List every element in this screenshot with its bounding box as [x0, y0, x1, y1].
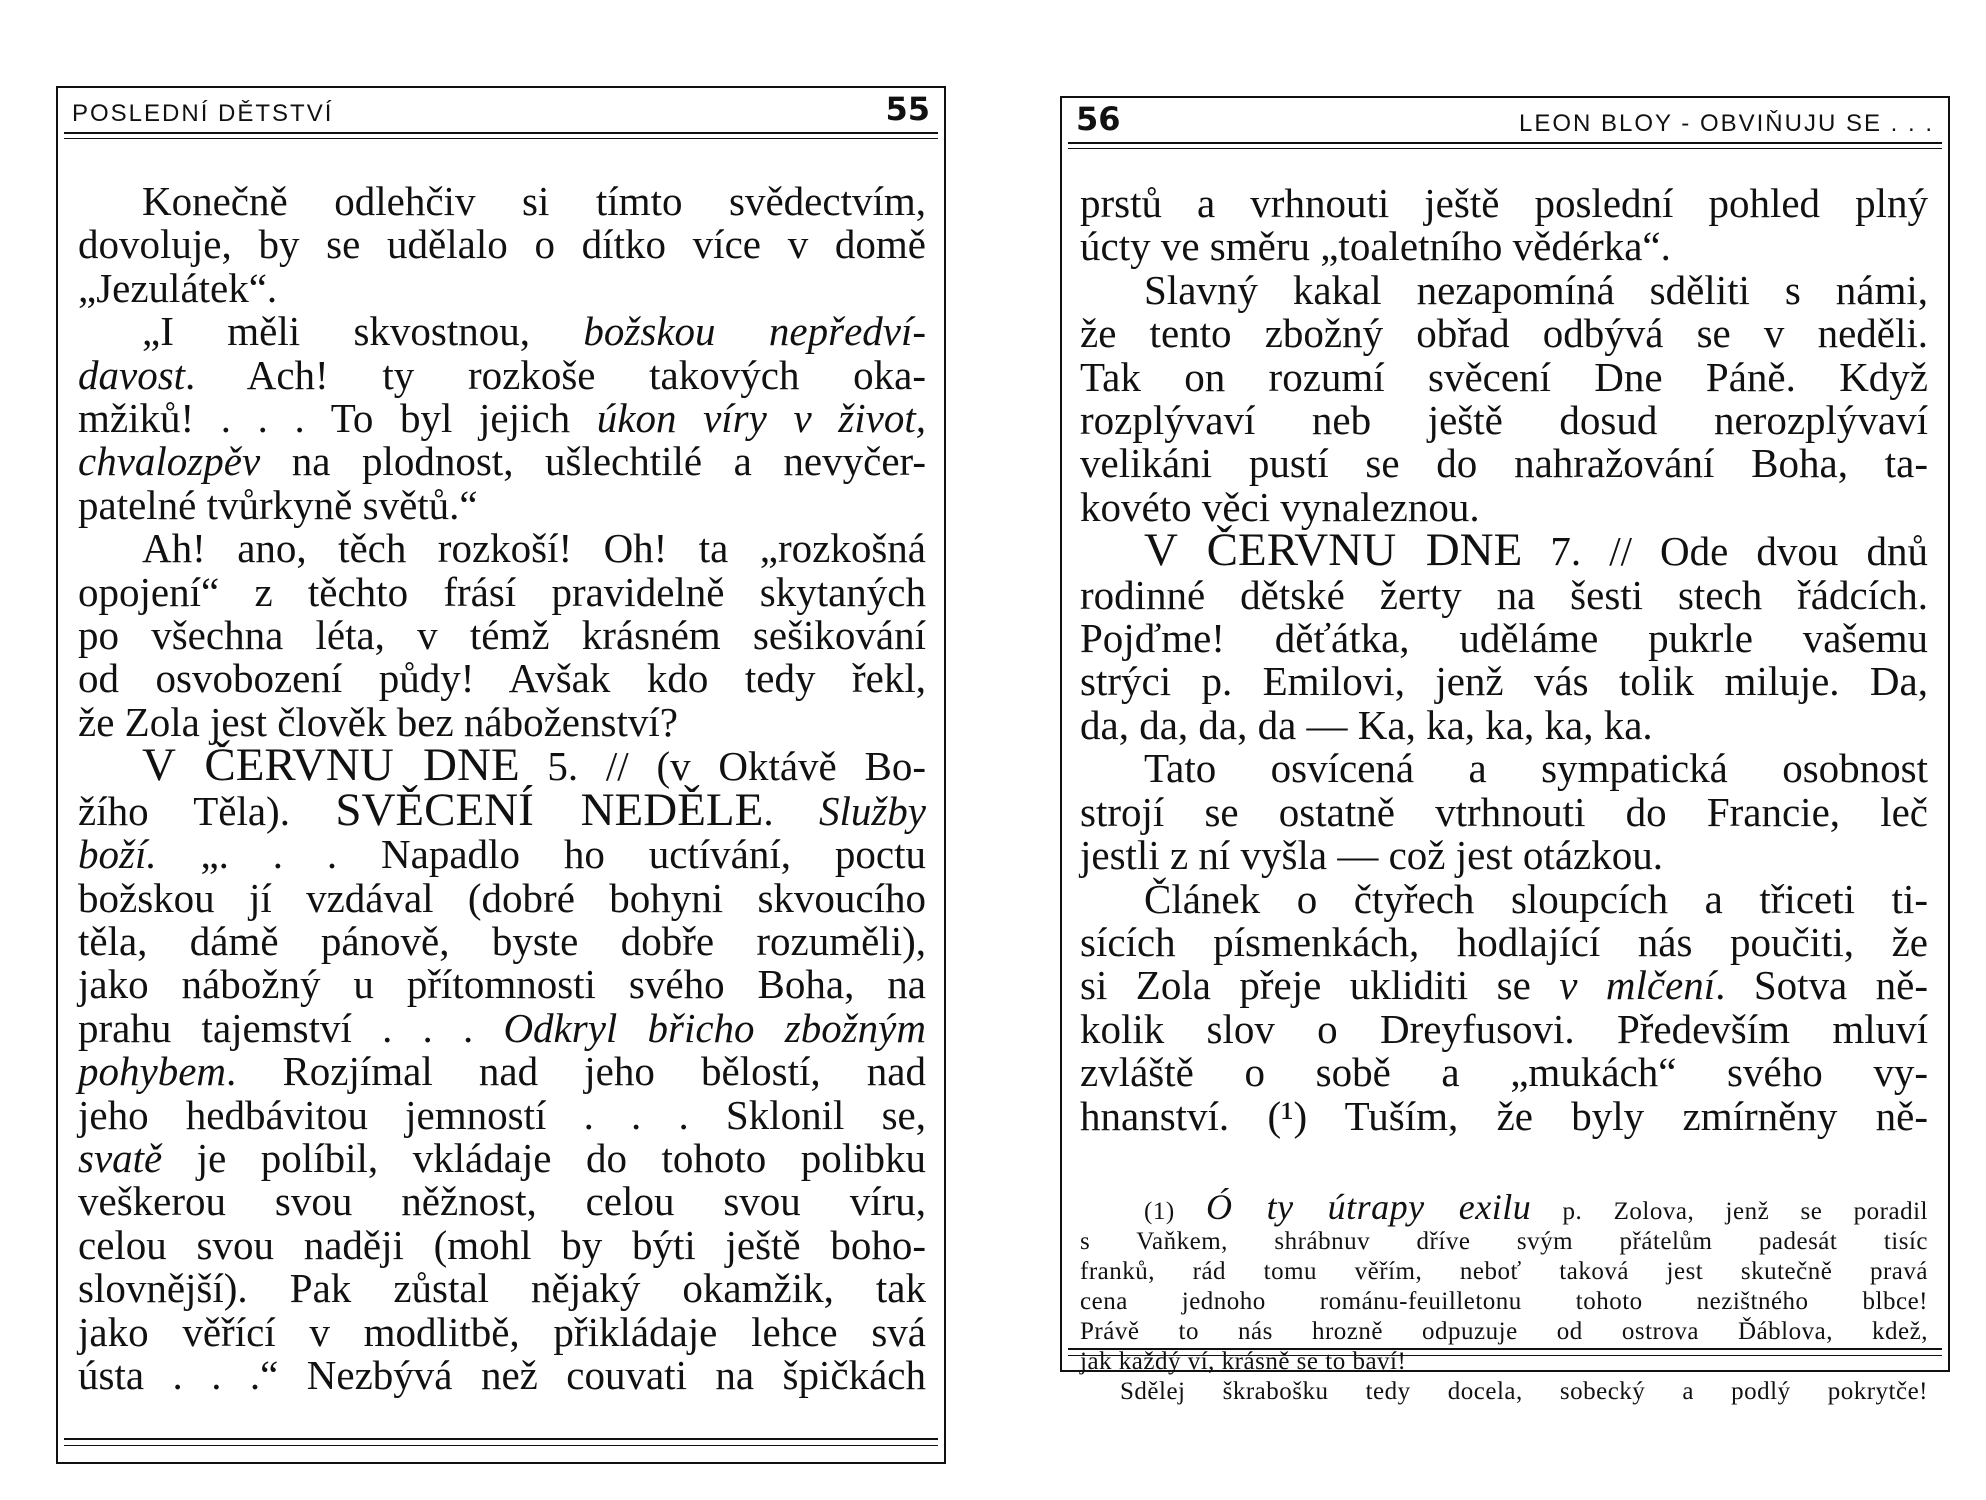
page-number: 55 [885, 90, 930, 128]
left-page-header [72, 88, 930, 128]
left-page [56, 86, 946, 1464]
footer-rule-thin [64, 1445, 938, 1446]
text-line: celou svou naději (mohl by býti ještě boho- [78, 1221, 926, 1268]
text-line: jeho hedbávitou jemností . . . Sklonil se, [78, 1091, 926, 1138]
text-line: patelné tvůrkyně světů.“ [78, 481, 478, 528]
text-line: V ČERVNU DNE 7. // Ode dvou dnů [1144, 524, 1929, 577]
text-line: strýci p. Emilovi, jenž vás tolik miluje. Da, [1080, 658, 1928, 705]
text-line: Konečně odlehčiv si tímto svědectvím, [142, 178, 926, 224]
text-line: dovoluje, by se udělalo o dítko více v domě [78, 221, 926, 268]
text-line: že tento zbožný obřad odbývá se v neděli. [1080, 310, 1928, 357]
text-line: rozplývaví neb ještě dosud nerozplývaví [1080, 397, 1928, 444]
text-line: mžiků! . . . To byl jejich úkon víry v život, [78, 395, 926, 442]
text-line: ústa . . .“ Nezbývá než couvati na špičkách [78, 1351, 926, 1398]
text-line: božskou jí vzdával (dobré bohyni skvoucího [78, 874, 926, 921]
text-line: po všechna léta, v témž krásném sešikování [78, 612, 926, 659]
text-line: úcty ve směru „toaletního vědérka“. [1080, 223, 1671, 270]
footnote-line: cena jednoho románu-feuilletonu tohoto nezištného blbce! [1080, 1288, 1928, 1315]
footer-rule-thin [1068, 1355, 1942, 1356]
text-line: prstů a vrhnouti ještě poslední pohled plný [1080, 180, 1928, 226]
text-line: že Zola jest člověk bez náboženství? [78, 698, 678, 745]
text-line: Článek o čtyřech sloupcích a třiceti ti- [1144, 875, 1928, 922]
text-line: opojení“ z těchto frásí pravidelně skytaných [78, 568, 926, 615]
text-line: žího Těla). SVĚCENÍ NEDĚLE. Služby [78, 783, 926, 836]
text-line: „I měli skvostnou, božskou nepředví- [142, 308, 927, 355]
text-line: jako nábožný u přítomnosti svého Boha, na [78, 961, 926, 1008]
header-rule-thin [1068, 148, 1942, 149]
text-line: rodinné dětské žerty na šesti stech řádcích. [1080, 571, 1928, 618]
text-line: jestli z ní vyšla — což jest otázkou. [1080, 832, 1663, 879]
footnote-marker: (1) [1144, 1198, 1175, 1225]
footer-rule [1068, 1348, 1942, 1350]
text-line: Tak on rozumí svěcení Dne Páně. Když [1080, 353, 1928, 400]
text-line: da, da, da, da — Ka, ka, ka, ka, ka. [1080, 701, 1653, 748]
text-line: V ČERVNU DNE 5. // (v Oktávě Bo- [142, 739, 926, 792]
text-line: velikáni pustí se do nahražování Boha, ta- [1080, 440, 1928, 487]
text-line: strojí se ostatně vtrhnouti do Francie, leč [1080, 788, 1928, 835]
text-line: kovéto věci vynaleznou. [1080, 483, 1480, 530]
text-line: jako věřící v modlitbě, přikládaje lehce svá [78, 1308, 926, 1355]
text-line: slovnější). Pak zůstal nějaký okamžik, tak [78, 1265, 926, 1312]
header-rule-thin [64, 138, 938, 139]
text-line: Ah! ano, těch rozkoší! Oh! ta „rozkošná [142, 525, 926, 572]
text-line: Pojďme! děťátka, uděláme pukrle vašemu [1080, 615, 1928, 662]
text-line: prahu tajemství . . . Odkryl břicho zbožným [78, 1004, 926, 1051]
text-line: chvalozpěv na plodnost, ušlechtilé a nevyčer- [78, 438, 926, 485]
running-head: LEON BLOY - OBVIŇUJU SE . . . [1519, 110, 1934, 137]
text-line: sících písmenkách, hodlající nás poučiti, že [1080, 918, 1928, 965]
text-line: „Jezulátek“. [78, 264, 278, 311]
text-line: pohybem. Rozjímal nad jeho bělostí, nad [78, 1048, 926, 1095]
text-line: veškerou svou něžnost, celou svou víru, [78, 1178, 926, 1225]
text-line: boží. „. . . Napadlo ho uctívání, poctu [78, 831, 926, 878]
text-line: kolik slov o Dreyfusovi. Především mluví [1080, 1005, 1928, 1052]
text-line: si Zola přeje ukliditi se v mlčení. Sotva ně- [1080, 962, 1929, 1009]
header-rule [1068, 142, 1942, 144]
text-line: svatě je políbil, vkládaje do tohoto polibku [78, 1134, 926, 1181]
right-page [1060, 96, 1950, 1405]
footnote-line: jak každý ví, krásně se to baví! [1080, 1348, 1407, 1375]
footnote-line: Právě to nás hrozně odpuzuje od ostrova Ďáblova, kdež, [1080, 1318, 1928, 1345]
text-line: od osvobození půdy! Avšak kdo tedy řekl, [78, 655, 926, 702]
footnote-line: franků, rád tomu věřím, neboť taková jest skutečně pravá [1080, 1258, 1928, 1285]
page-number: 56 [1076, 100, 1121, 138]
footer-rule [64, 1438, 938, 1440]
running-head: POSLEDNÍ DĚTSTVÍ [72, 100, 334, 127]
text-line: hnanství. (¹) Tuším, že byly zmírněny ně- [1080, 1092, 1928, 1139]
left-page-body [78, 180, 926, 1397]
footnote-line: s Vaňkem, shrábnuv dříve svým přátelům padesát tisíc [1080, 1228, 1928, 1255]
text-line: davost. Ach! ty rozkoše takových oka- [78, 351, 926, 398]
right-page-body [1080, 182, 1928, 1138]
text-line: zvláště o sobě a „mukách“ svého vy- [1080, 1049, 1928, 1096]
footnote [1080, 1187, 1928, 1407]
right-page-header [1076, 98, 1934, 138]
text-line: těla, dámě pánově, byste dobře rozuměli), [78, 917, 926, 964]
header-rule [64, 132, 938, 134]
text-line: Tato osvícená a sympatická osobnost [1144, 745, 1928, 792]
footnote-line: (1) Ó ty útrapy exilu p. Zolova, jenž se poradil [1144, 1187, 1928, 1227]
text-line: Slavný kakal nezapomíná sděliti s námi, [1144, 266, 1928, 313]
footnote-line: Sdělej škrabošku tedy docela, sobecký a podlý pokrytče! [1120, 1378, 1928, 1405]
